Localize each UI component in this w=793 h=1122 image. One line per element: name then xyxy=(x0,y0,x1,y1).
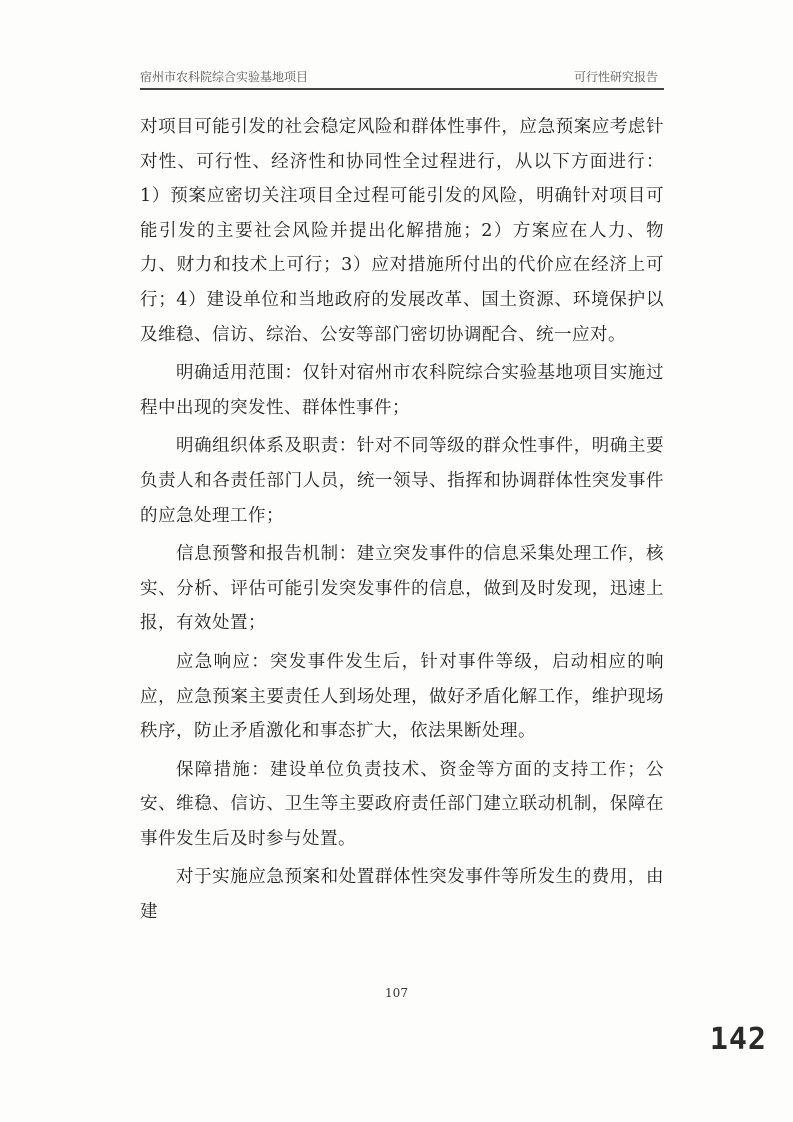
header-report-type: 可行性研究报告 xyxy=(573,70,658,84)
page-header xyxy=(140,64,664,90)
header-project-title: 宿州市农科院综合实验基地项目 xyxy=(140,70,309,84)
paragraph-organization: 明确组织体系及职责：针对不同等级的群众性事件，明确主要负责人和各责任部门人员，统一领导、指挥和协调群体性突发事件的应急处理工作； xyxy=(140,436,664,526)
paragraph-safeguards: 保障措施：建设单位负责技术、资金等方面的支持工作；公安、维稳、信访、卫生等主要政府责任部门建立联动机制，保障在事件发生后及时参与处置。 xyxy=(140,759,664,849)
paragraph-costs: 对于实施应急预案和处置群体性突发事件等所发生的费用，由建 xyxy=(140,867,664,923)
paragraph-warning: 信息预警和报告机制：建立突发事件的信息采集处理工作，核实、分析、评估可能引发突发事件的信息，做到及时发现，迅速上报，有效处置； xyxy=(140,544,664,634)
paragraph-scope: 明确适用范围：仅针对宿州市农科院综合实验基地项目实施过程中出现的突发性、群体性事件； xyxy=(140,363,664,418)
page-number: 107 xyxy=(385,986,408,1000)
paragraph-response: 应急响应：突发事件发生后，针对事件等级，启动相应的响应，应急预案主要责任人到场处理，做好矛盾化解工作，维护现场秩序，防止矛盾激化和事态扩大，依法果断处理。 xyxy=(140,651,664,742)
paragraph-intro: 对项目可能引发的社会稳定风险和群体性事件，应急预案应考虑针对性、可行性、经济性和协同性全过程进行，从以下方面进行：1）预案应密切关注项目全过程可能引发的风险，明确针对项目可能引发的主要社会风险并提出化解措施；2）方案应在人力、物力、财力和技术上可行；3）应对措施所付出的代价应在经济上可行；4）建设单位和当地政府的发展改革、国土资源、环境保护以及维稳、信访、综治、公安等部门密切协调配合、统一应对。 xyxy=(140,117,664,345)
body-text xyxy=(140,110,664,930)
stamp-number: 142 xyxy=(709,1022,767,1057)
